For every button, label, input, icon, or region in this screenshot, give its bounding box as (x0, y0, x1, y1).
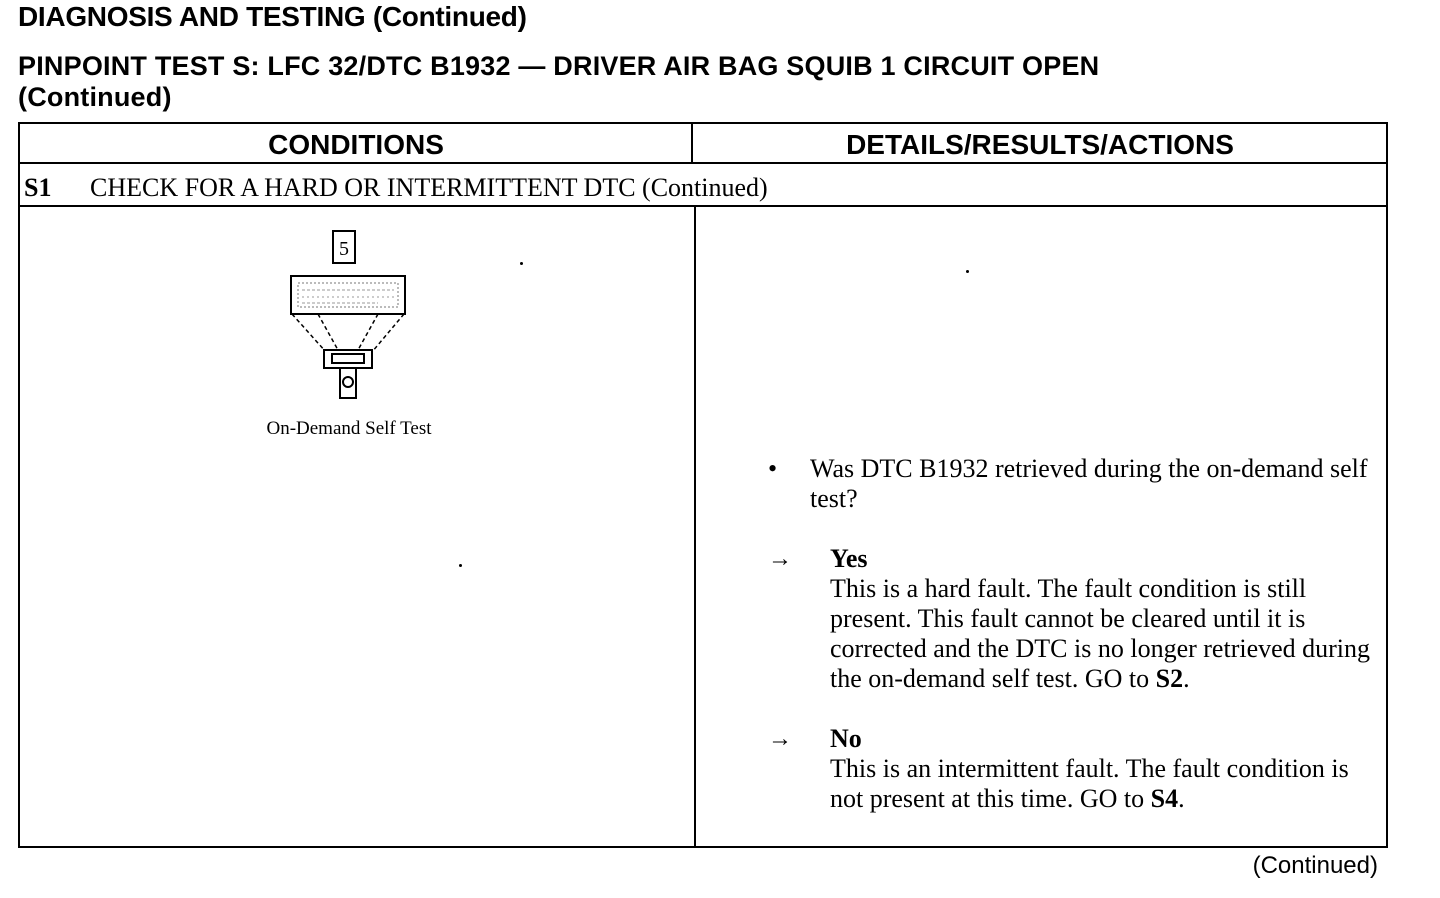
figure-caption: On-Demand Self Test (266, 418, 432, 439)
step-number: 5 (339, 238, 349, 260)
result-no-label: No (830, 724, 862, 753)
arrow-right-icon: → (768, 546, 792, 572)
body-column-divider (694, 207, 696, 848)
result-no-text: This is an intermittent fault. The fault condition is not present at this time. GO to S4. (830, 754, 1349, 813)
scan-speck (459, 564, 462, 567)
continued-footer: (Continued) (1252, 852, 1378, 879)
scan-speck (966, 270, 969, 273)
document-heading: DIAGNOSIS AND TESTING (Continued) (18, 1, 527, 32)
result-yes (830, 544, 1375, 694)
result-no (830, 724, 1375, 814)
pinpoint-test-title (18, 51, 1099, 113)
goto-step-s4: S4 (1150, 784, 1179, 813)
arrow-right-icon: → (768, 726, 792, 752)
conditions-column-header: CONDITIONS (268, 129, 444, 160)
pinpoint-test-title-line2: (Continued) (18, 82, 172, 112)
bullet-icon: • (768, 454, 778, 483)
header-row-divider (20, 162, 1386, 164)
result-yes-label: Yes (830, 544, 868, 573)
test-question: Was DTC B1932 retrieved during the on-demand self test? (810, 454, 1368, 513)
step-id: S1 (24, 173, 52, 202)
step-number-box (333, 231, 355, 263)
connector-icon (324, 350, 372, 398)
step-row-divider (20, 205, 1386, 207)
step-row (24, 168, 768, 206)
scan-tool-icon (291, 276, 405, 352)
scan-speck (520, 262, 523, 265)
step-title: CHECK FOR A HARD OR INTERMITTENT DTC (Continued) (90, 173, 768, 202)
goto-step-s2: S2 (1155, 664, 1184, 693)
details-column-header: DETAILS/RESULTS/ACTIONS (846, 129, 1234, 160)
diagnostic-table (18, 122, 1388, 848)
pinpoint-test-title-line1: PINPOINT TEST S: LFC 32/DTC B1932 — DRIVER AIR BAG SQUIB 1 CIRCUIT OPEN (18, 51, 1100, 81)
header-column-divider (691, 124, 693, 164)
result-yes-text: This is a hard fault. The fault condition is still present. This fault cannot be cleared until it is corrected and the DTC is no longer retrieved during the on-demand self test. GO to S2. (830, 574, 1371, 693)
self-test-tool-figure (288, 230, 408, 402)
